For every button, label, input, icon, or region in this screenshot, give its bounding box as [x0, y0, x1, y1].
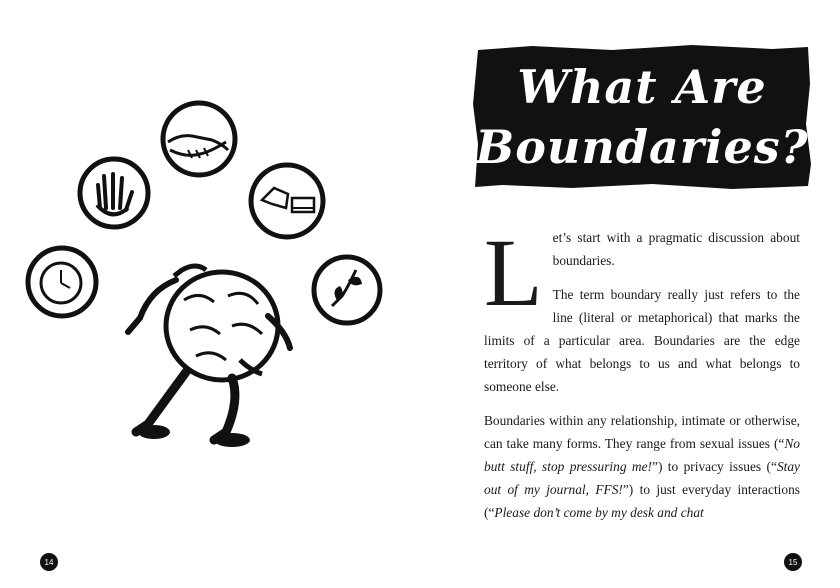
title-line-2: Boundaries? [475, 120, 809, 174]
book-icon [251, 165, 323, 237]
paragraph-2: The term boundary really just refers to the line (literal or metaphorical) that marks the limits of a particular area. Boundaries are the edge territory of what belongs to us and what belongs to someone else. [484, 287, 800, 394]
brain-character-icon [128, 266, 290, 447]
hand-icon [80, 159, 148, 227]
paragraph-3-part-2: ”) to privacy issues (“ [652, 459, 777, 474]
paragraph-3-quote-1: No butt stuff, stop pressuring me! [484, 436, 800, 474]
paragraph-3-part-1: Boundaries within any relationship, intimate or otherwise, can take many forms. They range from sexual issues (“ [484, 413, 800, 451]
paragraph-3-quote-3: Please don’t come by my desk and chat [494, 505, 704, 520]
chapter-title-banner [472, 44, 812, 190]
title-line-1: What Are [517, 60, 767, 114]
body-text [484, 219, 800, 535]
paragraph-1 [484, 219, 800, 326]
clock-icon [28, 248, 96, 316]
paragraph-1-text: et’s start with a pragmatic discussion about boundaries. [552, 230, 800, 268]
page-number-right: 15 [784, 553, 802, 571]
handshake-icon [163, 103, 235, 175]
page-number-left: 14 [40, 553, 58, 571]
paragraph-3-part-3: ”) to just everyday interactions (“ [484, 482, 800, 520]
plant-icon [314, 257, 380, 323]
paragraph-3-quote-2: Stay out of my journal, FFS! [484, 459, 800, 497]
chapter-title [472, 44, 812, 190]
drop-cap: L [484, 219, 543, 326]
paragraph-3 [484, 409, 800, 524]
